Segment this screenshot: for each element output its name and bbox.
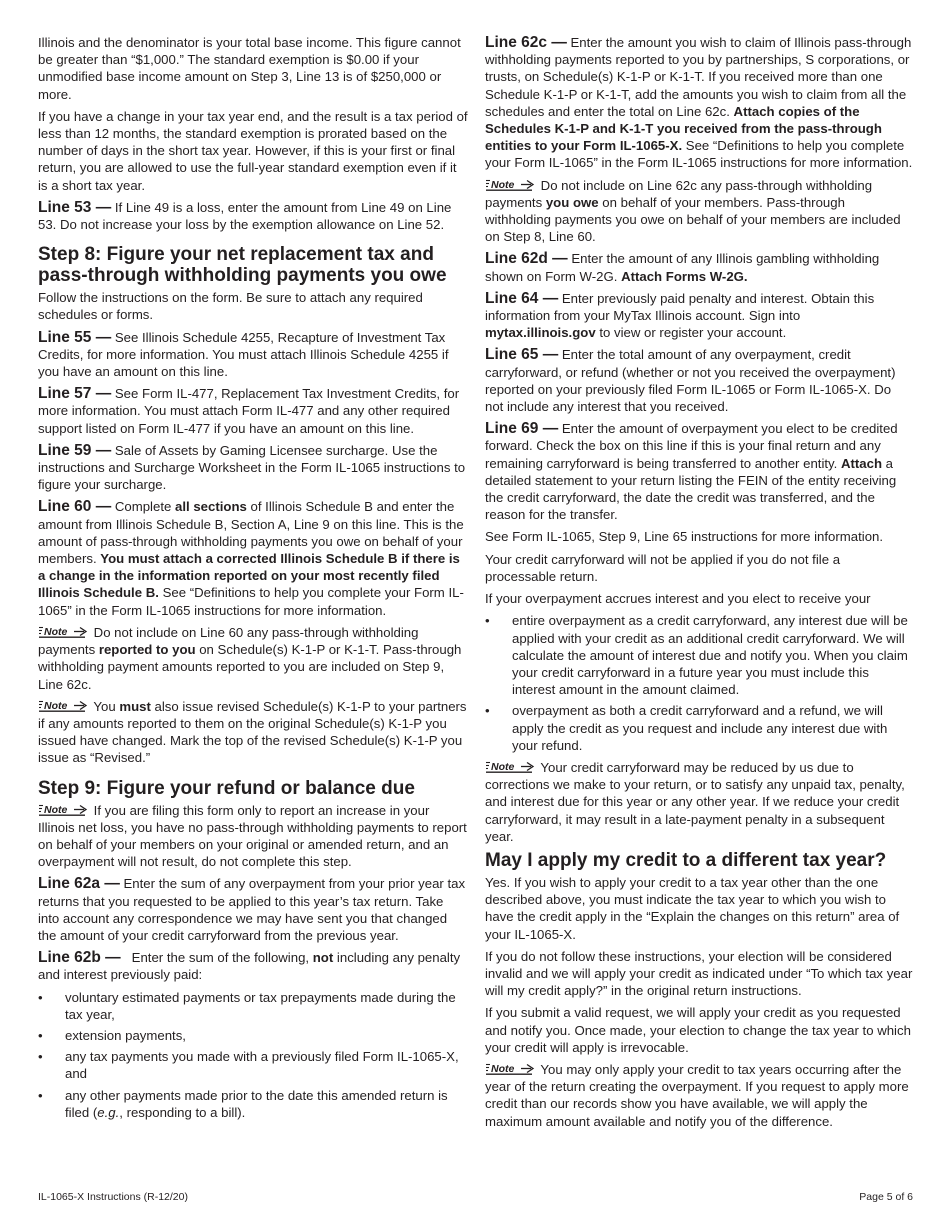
note-icon — [485, 1062, 535, 1075]
line-57: Line 57 — See Form IL-477, Replacement Tax Investment Credits, for more information. You must attach Form IL-477 and any other required support listed on Form IL-477 if you have an amount on this line. — [38, 385, 460, 436]
line-64: Line 64 — Enter previously paid penalty and interest. Obtain this information from your MyTax Illinois account. Sign into mytax.illinois.gov to view or register your account. — [485, 289, 875, 341]
note-icon — [485, 178, 535, 191]
step-8-intro: Follow the instructions on the form. Be sure to attach any required schedules or forms. — [38, 290, 423, 323]
apply-credit-heading: May I apply my credit to a different tax year? — [485, 849, 887, 871]
line-60: Line 60 — Complete all sections of Illinois Schedule B and enter the amount from Illinois Schedule B, Section A, Line 9 on this line. This is the amount of pass-through withholding payments you owe on behalf of your members. You must attach a corrected Illinois Schedule B if there is a change in the information reported on your most recently filed Illinois Schedule B. See “Definitions to help you complete your Form IL-1065” in the Form IL-1065 instructions for more information. — [38, 498, 464, 618]
note-step-9: If you are filing this form only to report an increase in your Illinois net loss, you have no pass-through withholding payments to report on behalf of your members on your original or amended return, and an overpayment will not result, do not complete this step. — [38, 802, 467, 870]
paragraph-election-invalid: If you do not follow these instructions, your election will be considered invalid and we will apply your credit as indicated under “To which tax year will my credit apply?” in the original return instructions. — [485, 948, 913, 999]
line-62c: Line 62c — Enter the amount you wish to claim of Illinois pass-through withholding payments reported to you by partnerships, S corporations, or trusts, on Schedule(s) K-1-P or K-1-T. If you received more than one Schedule K-1-P or K-1-T, add the amounts you wish to claim from all the schedules and enter the total on Line 62c. Attach copies of the Schedules K-1-P and K-1-T you received from the pass-through entities to your Form IL-1065-X. See “Definitions to help you complete your Form IL-1065” in the Form IL-1065 instructions for more information. — [485, 34, 913, 171]
left-column — [38, 34, 468, 1126]
paragraph-valid-request: If you submit a valid request, we will apply your credit as you requested and notify you. Once made, your election to change the tax year to which your credit will apply is irrevocable. — [485, 1005, 911, 1055]
line-62b: Line 62b — Enter the sum of the following, not including any penalty and interest previously paid: — [38, 949, 461, 983]
paragraph-carryforward: Your credit carryforward will not be applied if you do not file a processable return. — [485, 551, 841, 584]
note-carryforward-reduced: Your credit carryforward may be reduced by us due to corrections we make to your return, or to satisfy any unpaid tax, penalty, and interest due for this year or any other year. If we reduce your credit carryforward, it may result in a late-payment penalty in a subsequent year. — [485, 759, 905, 844]
right-column — [485, 34, 913, 1135]
note-line-62c: Do not include on Line 62c any pass-through withholding payments you owe on behalf of your members. Pass-through withholding payments you owe on behalf of your members are included on Step 8, Line 60. — [485, 177, 901, 245]
list-item: • any tax payments you made with a previously filed Form IL-1065-X, and — [38, 1048, 468, 1082]
paragraph-yes: Yes. If you wish to apply your credit to a tax year other than the one described above, you must indicate the tax year to which you wish to have the credit apply in the “Explain the changes on this return” area of your IL-1065-X. — [485, 874, 900, 942]
list-item: • any other payments made prior to the date this amended return is filed (e.g., responding to a bill). — [38, 1087, 468, 1121]
list-item: • entire overpayment as a credit carryforward, any interest due will be applied with your credit as an additional credit carryforward. We will calculate the amount of interest due and notify you. When you claim your credit carryforward in a future year you must include this interest amount in the amount claimed. — [485, 612, 913, 698]
note-icon — [38, 625, 88, 638]
line-62b-list — [38, 989, 468, 1121]
paragraph-see-form: See Form IL-1065, Step 9, Line 65 instructions for more information. — [485, 529, 884, 545]
line-69: Line 69 — Enter the amount of overpayment you elect to be credited forward. Check the box on this line if this is your final return and any remaining carryforward is being transferred to another entity. Attach a detailed statement to your return listing the FEIN of the entity receiving the credit carryforward, the date the credit was transferred, and the reason for the transfer. — [485, 420, 898, 523]
line-53: Line 53 — If Line 49 is a loss, enter the amount from Line 49 on Line 53. Do not increase your loss by the exemption allowance on Line 52. — [38, 198, 452, 233]
list-item: • overpayment as both a credit carryforward and a refund, we will apply the credit as you request and include any interest due with your refund. — [485, 702, 913, 754]
note-icon — [38, 803, 88, 816]
note-line-60-revised: You must also issue revised Schedule(s) K-1-P to your partners if any amounts reported to them on the original Schedule(s) K-1-P you issued have changed. Mark the top of the revised Schedule(s) K-1-P you issue as “Revised.” — [38, 698, 467, 766]
paragraph-accrues-interest: If your overpayment accrues interest and you elect to receive your — [485, 591, 871, 607]
line-59: Line 59 — Sale of Assets by Gaming Licensee surcharge. Use the instructions and Surcharge Worksheet in the Form IL-1065 instructions to figure your surcharge. — [38, 441, 466, 493]
line-55: Line 55 — See Illinois Schedule 4255, Recapture of Investment Tax Credits, for more information. You must attach Illinois Schedule 4255 if you have an amount on this line. — [38, 328, 449, 380]
note-line-60-withholding: Do not include on Line 60 any pass-through withholding payments reported to you on Schedule(s) K-1-P or K-1-T. Pass-through withholding payment amounts reported to you are included on Step 9, Line 62c. — [38, 624, 462, 692]
list-item: • extension payments, — [38, 1027, 468, 1044]
note-icon — [485, 760, 535, 773]
interest-list — [485, 612, 913, 754]
paragraph-short-tax-year: If you have a change in your tax year end, and the result is a tax period of less than 12 months, the standard exemption is prorated based on the number of days in the short tax year. However, if this is your first or final return, you are allowed to use the full-year standard exemption even if it is a short tax year. — [38, 108, 468, 193]
list-item: • voluntary estimated payments or tax prepayments made during the tax year, — [38, 989, 468, 1023]
step-9-heading: Step 9: Figure your refund or balance due — [38, 777, 415, 799]
line-65: Line 65 — Enter the total amount of any overpayment, credit carryforward, or refund (whether or not you received the overpayment) reported on your previously filed Form IL-1065 or Form IL-1065-X. Do not include any interest that you received. — [485, 346, 896, 415]
note-apply-credit: You may only apply your credit to tax years occurring after the year of the return creating the overpayment. If you request to apply more credit than our records show you have available, we will apply the maximum amount available and notify you of the difference. — [485, 1061, 909, 1129]
note-icon — [38, 699, 88, 712]
line-62a: Line 62a — Enter the sum of any overpayment from your prior year tax returns that you requested to be applied to this year’s tax return. Take into account any correspondence we may have sent you that changed the amount of your credit carryforward from the previous year. — [38, 875, 466, 943]
footer-form-id: IL-1065-X Instructions (R-12/20) — [38, 1191, 188, 1203]
paragraph-exemption-limit: Illinois and the denominator is your total base income. This figure cannot be greater than “$1,000.” The standard exemption is $0.00 if your unmodified base income amount on Step 3, Line 13 is of $250,000 or more. — [38, 35, 461, 102]
footer-page-number: Page 5 of 6 — [859, 1191, 913, 1203]
line-62d: Line 62d — Enter the amount of any Illinois gambling withholding shown on Form W-2G. Attach Forms W-2G. — [485, 250, 880, 284]
step-8-heading: Step 8: Figure your net replacement tax and pass-through withholding payments you owe — [38, 244, 447, 287]
